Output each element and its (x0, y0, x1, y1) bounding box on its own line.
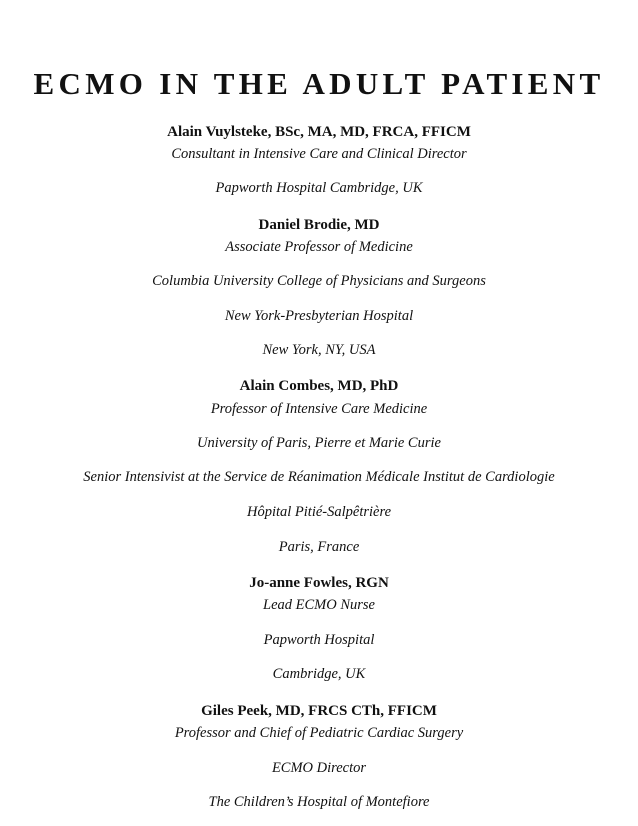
author-affiliation: Paris, France (278, 539, 360, 555)
author-affiliation: Consultant in Intensive Care and Clinical Director (171, 146, 467, 162)
author-affiliation: Cambridge, UK (272, 666, 366, 682)
author-affiliation: Papworth Hospital (263, 632, 375, 648)
author-affiliation: ECMO Director (271, 760, 367, 776)
author-affiliation: Papworth Hospital Cambridge, UK (215, 180, 423, 196)
author-affiliation: University of Paris, Pierre et Marie Curie (197, 435, 441, 451)
author-affiliation: Columbia University College of Physicians and Surgeons (152, 273, 486, 289)
author-affiliation: Associate Professor of Medicine (225, 239, 413, 255)
author-affiliation: Lead ECMO Nurse (263, 597, 375, 613)
author-affiliation: Hôpital Pitié-Salpêtrière (246, 504, 392, 520)
author-affiliation: New York-Presbyterian Hospital (224, 308, 414, 324)
author-affiliation: Professor and Chief of Pediatric Cardiac Surgery (174, 725, 464, 741)
author-name: Giles Peek, MD, FRCS CTh, FFICM (201, 703, 437, 719)
author-affiliation: New York, NY, USA (262, 342, 376, 358)
author-name: Daniel Brodie, MD (258, 217, 380, 233)
book-title: ECMO IN THE ADULT PATIENT (33, 66, 605, 101)
author-name: Jo-anne Fowles, RGN (249, 575, 389, 591)
author-affiliation: The Children’s Hospital of Montefiore (208, 794, 430, 810)
author-affiliation: Senior Intensivist at the Service de Réanimation Médicale Institut de Cardiologie (83, 469, 555, 485)
author-name: Alain Combes, MD, PhD (239, 378, 399, 394)
author-affiliation: Professor of Intensive Care Medicine (210, 401, 428, 417)
author-name: Alain Vuylsteke, BSc, MA, MD, FRCA, FFICM (167, 124, 471, 140)
